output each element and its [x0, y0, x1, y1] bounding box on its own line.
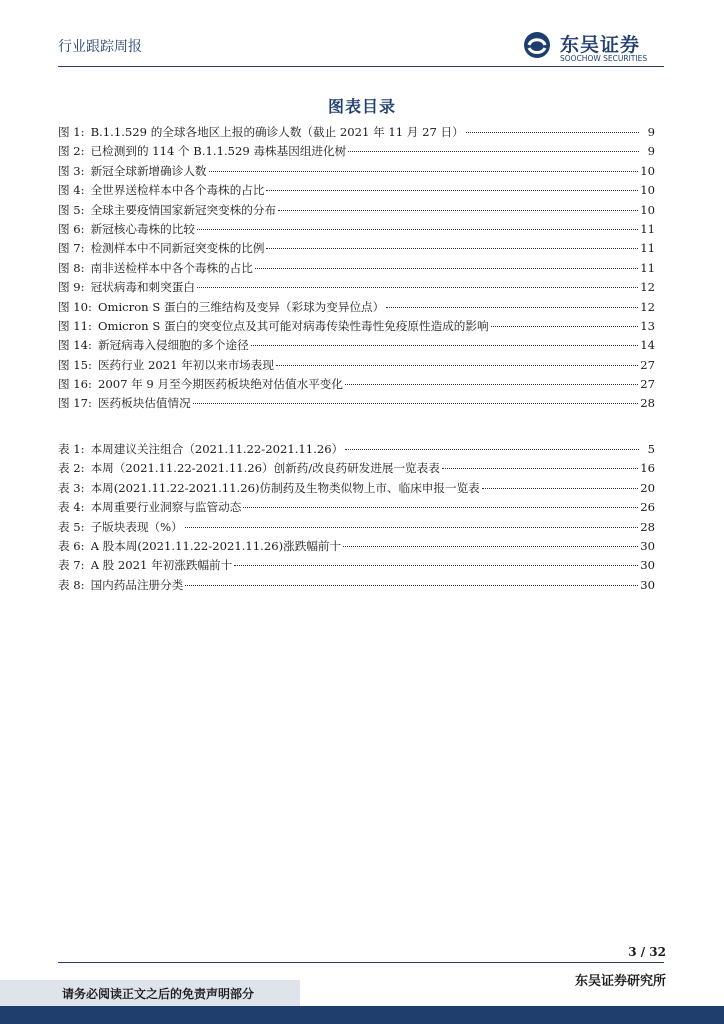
toc-entry-title: 本周（2021.11.22-2021.11.26）创新药/改良药研发进展一览表表	[90, 461, 440, 476]
figure-toc-entry[interactable]	[58, 279, 655, 298]
toc-dot-leader	[209, 171, 639, 172]
toc-dot-leader	[482, 488, 638, 489]
figure-toc-entry[interactable]	[58, 395, 655, 414]
toc-entry-page: 28	[640, 396, 655, 411]
table-toc-entry[interactable]	[58, 441, 655, 460]
toc-entry-title: A 股本周(2021.11.22-2021.11.26)涨跌幅前十	[90, 538, 342, 553]
toc-entry-label: 图 5:	[58, 202, 85, 217]
toc-title: 图表目录	[327, 97, 396, 116]
toc-entry-label: 表 8:	[58, 577, 85, 592]
toc-dot-leader	[491, 326, 639, 327]
toc-dot-leader	[266, 190, 638, 191]
toc-entry-page: 30	[640, 538, 655, 553]
bottom-color-bar	[0, 1006, 724, 1024]
institute-name: 东吴证券研究所	[574, 974, 666, 989]
toc-entry-label: 图 6:	[58, 221, 85, 236]
toc-entry-title: 本周重要行业洞察与监管动态	[90, 500, 242, 515]
figure-toc-entry[interactable]	[58, 260, 655, 279]
toc-entry-label: 图 7:	[58, 241, 85, 256]
toc-entry-page: 12	[640, 299, 655, 314]
toc-entry-page: 28	[640, 519, 655, 534]
header-divider	[58, 66, 664, 67]
toc-entry-title: 2007 年 9 月至今期医药板块绝对估值水平变化	[97, 377, 343, 392]
toc-entry-label: 图 4:	[58, 183, 85, 198]
figure-toc-entry[interactable]	[58, 163, 655, 182]
toc-entry-page: 11	[640, 241, 655, 256]
toc-entry-page: 27	[640, 377, 655, 392]
toc-entry-label: 表 5:	[58, 519, 85, 534]
toc-dot-leader	[348, 151, 639, 152]
figure-list	[58, 124, 655, 415]
table-list	[58, 441, 655, 596]
table-toc-entry[interactable]	[58, 519, 655, 538]
figure-toc-entry[interactable]	[58, 202, 655, 221]
toc-entry-page: 13	[640, 318, 655, 333]
toc-entry-title: 子版块表现（%）	[90, 519, 183, 534]
toc-dot-leader	[197, 229, 638, 230]
table-toc-entry[interactable]	[58, 577, 655, 596]
toc-dot-leader	[345, 384, 638, 385]
toc-entry-page: 26	[640, 500, 655, 515]
toc-entry-label: 图 14:	[58, 338, 92, 353]
toc-entry-title: Omicron S 蛋白的三维结构及变异（彩球为变异位点）	[97, 299, 385, 314]
company-logo	[520, 30, 670, 66]
page-number: 3 / 32	[628, 945, 666, 959]
toc-entry-title: 新冠病毒入侵细胞的多个途径	[97, 338, 249, 353]
toc-entry-label: 表 3:	[58, 480, 85, 495]
toc-entry-page: 10	[640, 183, 655, 198]
toc-entry-label: 表 1:	[58, 442, 85, 456]
toc-entry-page: 20	[640, 480, 655, 495]
toc-dot-leader	[343, 546, 638, 547]
figure-toc-entry[interactable]	[58, 357, 655, 376]
toc-entry-title: 本周(2021.11.22-2021.11.26)仿制药及生物类似物上市、临床申报一览表	[90, 480, 480, 495]
toc-entry-label: 图 17:	[58, 396, 92, 411]
toc-entry-label: 图 9:	[58, 280, 85, 295]
toc-entry-label: 表 4:	[58, 500, 85, 515]
figure-toc-entry[interactable]	[58, 376, 655, 395]
toc-dot-leader	[197, 287, 638, 288]
toc-dot-leader	[345, 449, 639, 450]
toc-entry-title: 南非送检样本中各个毒株的占比	[90, 260, 253, 275]
figure-toc-entry[interactable]	[58, 299, 655, 318]
toc-dot-leader	[266, 248, 638, 249]
table-toc-entry[interactable]	[58, 499, 655, 518]
toc-entry-page: 9	[647, 144, 655, 159]
toc-dot-leader	[466, 132, 639, 133]
table-toc-entry[interactable]	[58, 538, 655, 557]
toc-entry-page: 10	[640, 163, 655, 178]
toc-entry-title: 医药板块估值情况	[97, 396, 191, 411]
footer-divider	[58, 962, 664, 963]
toc-entry-title: 检测样本中不同新冠突变株的比例	[90, 241, 265, 256]
toc-entry-title: 冠状病毒和刺突蛋白	[90, 280, 195, 295]
toc-entry-label: 图 16:	[58, 377, 92, 392]
toc-dot-leader	[386, 307, 638, 308]
toc-entry-title: A 股 2021 年初涨跌幅前十	[90, 558, 233, 573]
toc-entry-label: 表 6:	[58, 538, 85, 553]
toc-entry-title: 本周建议关注组合（2021.11.22-2021.11.26）	[90, 442, 344, 456]
toc-entry-title: 全球主要疫情国家新冠突变株的分布	[90, 202, 277, 217]
toc-entry-title: 新冠全球新增确诊人数	[90, 163, 207, 178]
toc-entry-page: 30	[640, 558, 655, 573]
toc-dot-leader	[276, 365, 638, 366]
toc-entry-title: B.1.1.529 的全球各地区上报的确诊人数（截止 2021 年 11 月 27 日）	[90, 125, 464, 139]
toc-entry-title: Omicron S 蛋白的突变位点及其可能对病毒传染性毒性免疫原性造成的影响	[97, 318, 489, 333]
table-toc-entry[interactable]	[58, 480, 655, 499]
toc-entry-title: 已检测到的 114 个 B.1.1.529 毒株基因组进化树	[90, 144, 347, 159]
table-toc-entry[interactable]	[58, 557, 655, 576]
toc-entry-label: 图 8:	[58, 260, 85, 275]
logo-chinese-name: 东吴证券	[560, 34, 641, 56]
toc-entry-title: 国内药品注册分类	[90, 577, 184, 592]
toc-entry-page: 16	[640, 461, 655, 476]
toc-entry-page: 11	[640, 260, 655, 275]
figure-toc-entry[interactable]	[58, 337, 655, 356]
toc-entry-page: 14	[640, 338, 655, 353]
toc-dot-leader	[243, 507, 638, 508]
toc-entry-label: 图 15:	[58, 357, 92, 372]
toc-entry-label: 图 11:	[58, 318, 92, 333]
disclaimer-text: 请务必阅读正文之后的免责声明部分	[62, 987, 255, 1001]
toc-entry-label: 图 10:	[58, 299, 92, 314]
toc-entry-label: 表 2:	[58, 461, 85, 476]
toc-dot-leader	[442, 468, 638, 469]
toc-entry-title: 全世界送检样本中各个毒株的占比	[90, 183, 265, 198]
toc-dot-leader	[251, 345, 639, 346]
toc-entry-title: 新冠核心毒株的比较	[90, 221, 195, 236]
figure-toc-entry[interactable]	[58, 221, 655, 240]
toc-entry-label: 图 1:	[58, 125, 85, 139]
toc-entry-title: 医药行业 2021 年初以来市场表现	[97, 357, 274, 372]
toc-dot-leader	[255, 268, 638, 269]
toc-entry-page: 11	[640, 221, 655, 236]
toc-entry-page: 27	[640, 357, 655, 372]
logo-mark-icon	[520, 30, 554, 64]
figure-toc-entry[interactable]	[58, 143, 655, 162]
table-toc-entry[interactable]	[58, 460, 655, 479]
figure-toc-entry[interactable]	[58, 124, 655, 143]
logo-english-name: SOOCHOW SECURITIES	[560, 54, 648, 63]
toc-dot-leader	[185, 527, 638, 528]
toc-dot-leader	[278, 210, 638, 211]
toc-entry-page: 9	[647, 125, 655, 139]
toc-entry-label: 图 3:	[58, 163, 85, 178]
toc-dot-leader	[193, 403, 639, 404]
figure-toc-entry[interactable]	[58, 182, 655, 201]
figure-toc-entry[interactable]	[58, 318, 655, 337]
figure-toc-entry[interactable]	[58, 240, 655, 259]
toc-entry-page: 12	[640, 280, 655, 295]
toc-entry-label: 图 2:	[58, 144, 85, 159]
toc-entry-page: 30	[640, 577, 655, 592]
toc-entry-label: 表 7:	[58, 558, 85, 573]
toc-entry-page: 10	[640, 202, 655, 217]
toc-dot-leader	[185, 585, 638, 586]
toc-entry-page: 5	[647, 442, 655, 456]
report-type-label: 行业跟踪周报	[58, 39, 142, 55]
toc-dot-leader	[234, 565, 638, 566]
